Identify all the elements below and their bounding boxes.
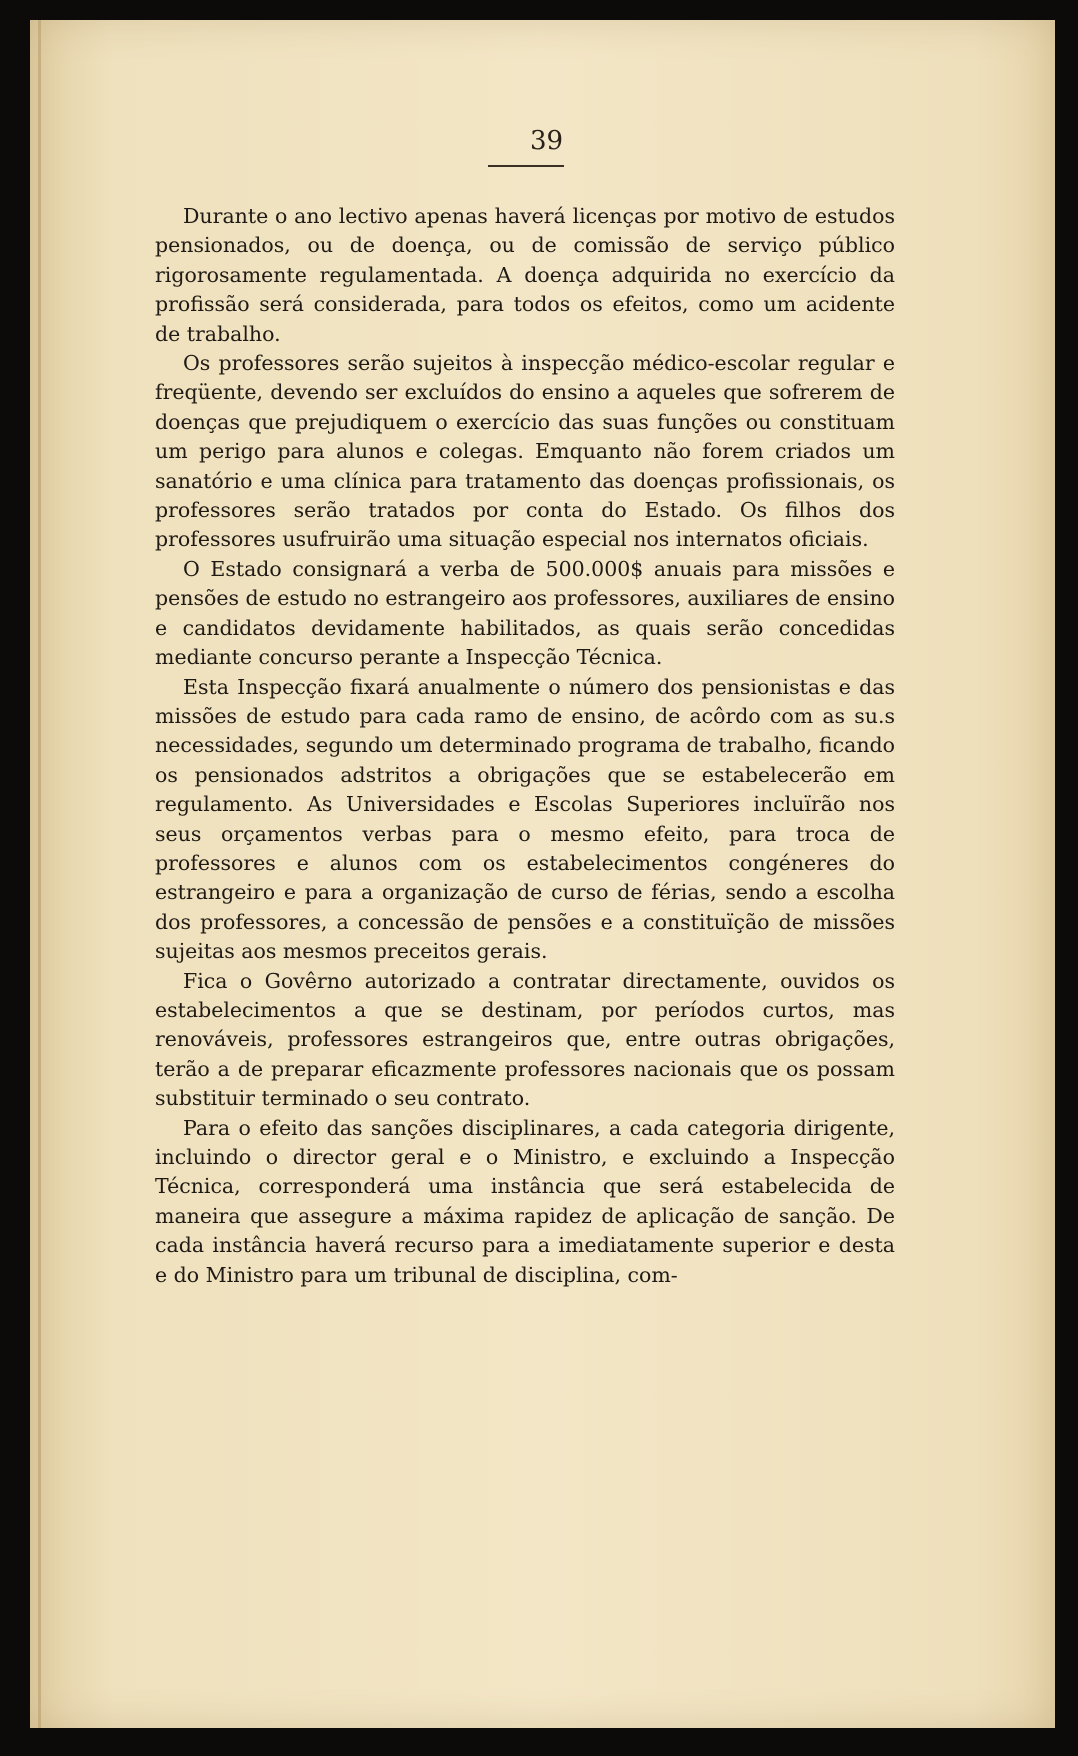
paragraph-technical-inspection: Esta Inspecção fixará anualmente o número dos pensionistas e das missões de estudo para cada ramo de ensino, de acôrdo com as su.s necessidades, segundo um determinado programa de trabalho, ficando os pensionados adstritos a obrigações que se estabelecerão em regulamento. As Universidades e Escolas Superiores incluïrão nos seus orçamentos verbas para o mesmo efeito, para troca de professores e alunos com os estabelecimentos congéneres do estrangeiro e para a organização de curso de férias, sendo a escolha dos professores, a concessão de pensões e a constituïção de missões sujeitas aos mesmos preceitos gerais. [155, 674, 895, 964]
paragraph-foreign-professors: Fica o Govêrno autorizado a contratar directamente, ouvidos os estabelecimentos a que se destinam, por períodos curtos, mas renováveis, professores estrangeiros que, entre outras obrigações, terão a de preparar eficazmente professores nacionais que os possam substituir terminado o seu contrato. [155, 968, 895, 1111]
page-spine-edge [38, 20, 41, 1728]
paragraph-medical-inspection: Os professores serão sujeitos à inspecção médico-escolar regular e freqüente, devendo ser excluídos do ensino a aqueles que sofrerem de doenças que prejudiquem o exercício das suas funções ou constituam um perigo para alunos e colegas. Emquanto não forem criados um sanatório e uma clínica para tratamento das doenças profissionais, os professores serão tratados por conta do Estado. Os filhos dos professores usufruirão uma situação especial nos internatos oficiais. [155, 351, 895, 552]
paragraph-leave-of-absence: Durante o ano lectivo apenas haverá licenças por motivo de estudos pensionados, ou de doença, ou de comissão de serviço público rigorosamente regulamentada. A doença adquirida no exercício da profissão será considerada, para todos os efeitos, como um acidente de trabalho. [155, 204, 895, 346]
paragraph-study-grants: O Estado consignará a verba de 500.000$ anuais para missões e pensões de estudo no estrangeiro aos professores, auxiliares de ensino e candidatos devidamente habilitados, as quais serão concedidas mediante concurso perante a Inspecção Técnica. [155, 556, 896, 670]
body-text [155, 202, 895, 1290]
page-number-rule [488, 165, 564, 167]
book-page [30, 20, 1055, 1728]
page-number [30, 126, 1055, 156]
paragraph-disciplinary-sanctions: Para o efeito das sanções disciplinares, a cada categoria dirigente, incluindo o director geral e o Ministro, e excluindo a Inspecção Técnica, corresponderá uma instância que será estabelecida de maneira que assegure a máxima rapidez de aplicação de sanção. De cada instância haverá recurso para a imediatamente superior e desta e do Ministro para um tribunal de disciplina, com- [155, 1115, 895, 1287]
page-number-text: 39 [529, 126, 564, 156]
